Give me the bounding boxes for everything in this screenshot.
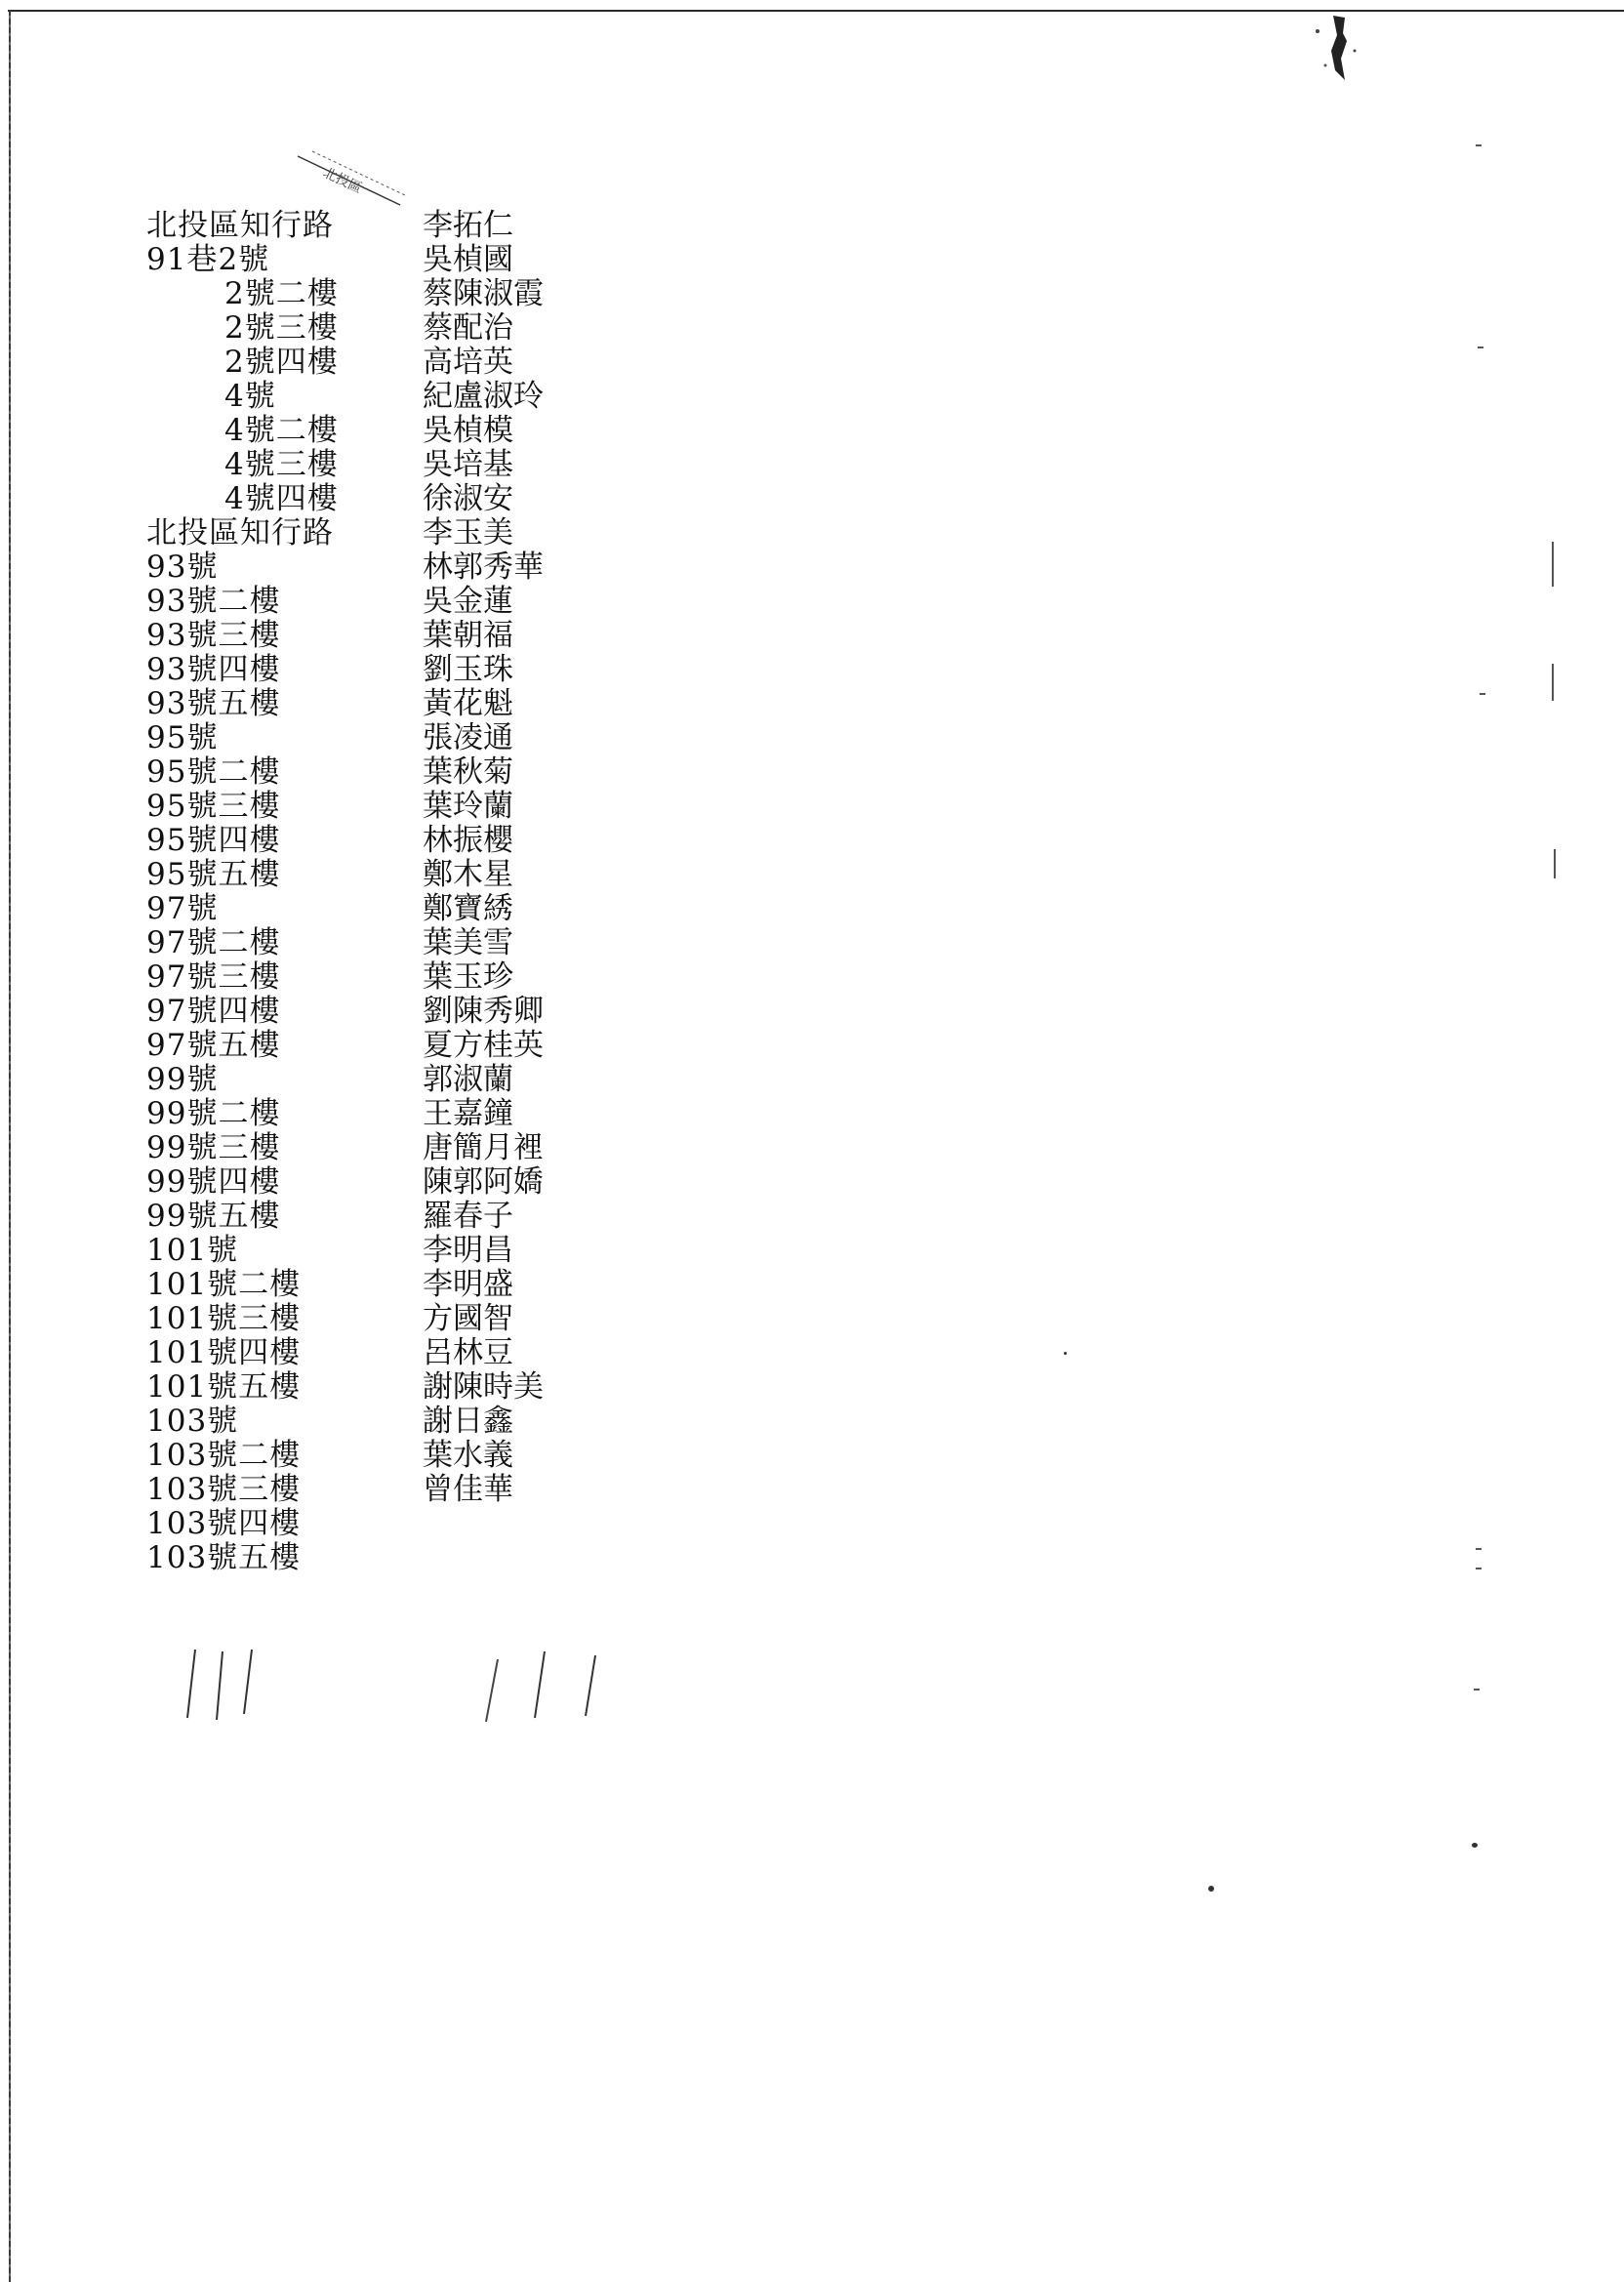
resident-name: 謝陳時美: [423, 1369, 544, 1405]
address-text: 103號三樓: [146, 1472, 302, 1507]
address-text: 91巷2號: [146, 242, 270, 277]
resident-name: 黃花魁: [423, 686, 513, 721]
address-text: 95號三樓: [146, 789, 281, 824]
address-text: 101號四樓: [146, 1335, 302, 1370]
resident-name: 李明盛: [423, 1267, 513, 1302]
scan-dash: [1478, 346, 1483, 348]
stamp-text: 北投區: [320, 165, 365, 197]
address-text: 103號五樓: [146, 1540, 302, 1575]
resident-name: 李拓仁: [423, 208, 513, 243]
list-item: [146, 687, 615, 721]
list-item: [146, 243, 615, 277]
scan-speck: [1064, 1352, 1067, 1355]
list-item: [146, 619, 615, 653]
address-text: 93號二樓: [146, 584, 281, 619]
address-text: 99號: [146, 1062, 219, 1097]
address-text: 4號四樓: [224, 481, 339, 516]
address-text: 4號: [224, 379, 276, 414]
scan-dash: [1476, 144, 1482, 146]
scan-line: [1552, 664, 1554, 701]
resident-name: 唐簡月裡: [423, 1130, 544, 1165]
resident-name: 葉秋菊: [423, 754, 513, 790]
scan-speck: [1472, 1843, 1478, 1848]
address-text: 4號二樓: [224, 413, 339, 448]
list-item: [146, 1336, 615, 1370]
list-item: [146, 448, 615, 482]
address-text: 101號: [146, 1233, 239, 1268]
address-text: 101號二樓: [146, 1267, 302, 1302]
list-item: [146, 790, 615, 824]
resident-name: 鄭木星: [423, 857, 513, 892]
scan-line: [1554, 849, 1556, 878]
address-text: 95號四樓: [146, 823, 281, 858]
list-item: [146, 516, 615, 550]
resident-name: 夏方桂英: [423, 1028, 544, 1063]
resident-name: 吳金蓮: [423, 584, 513, 619]
address-text: 103號: [146, 1404, 239, 1439]
list-item: [146, 1302, 615, 1336]
list-item: [146, 824, 615, 858]
resident-name: 郭淑蘭: [423, 1062, 513, 1097]
resident-name: 吳培基: [423, 447, 513, 482]
scan-smudge-icon: [1306, 12, 1364, 90]
resident-name: 陳郭阿嬌: [423, 1164, 544, 1200]
list-item: [146, 311, 615, 346]
list-item: [146, 585, 615, 619]
address-text: 99號四樓: [146, 1164, 281, 1200]
scan-dash: [1480, 693, 1485, 695]
list-item: [146, 209, 615, 243]
list-item: [146, 1541, 615, 1575]
address-text: 93號三樓: [146, 618, 281, 653]
address-text: 97號二樓: [146, 925, 281, 960]
list-item: [146, 1405, 615, 1439]
resident-name: 劉陳秀卿: [423, 994, 544, 1029]
list-item: [146, 414, 615, 448]
address-text: 2號二樓: [224, 276, 339, 311]
list-item: [146, 892, 615, 926]
address-text: 北投區知行路: [146, 208, 334, 243]
list-item: [146, 482, 615, 516]
address-text: 4號三樓: [224, 447, 339, 482]
scan-dash: [1476, 1568, 1482, 1569]
list-item: [146, 1029, 615, 1063]
resident-name: 葉水義: [423, 1438, 513, 1473]
resident-name: 葉玉珍: [423, 959, 513, 995]
resident-name: 曾佳華: [423, 1472, 513, 1507]
resident-name: 方國智: [423, 1301, 513, 1336]
address-text: 99號三樓: [146, 1130, 281, 1165]
address-text: 101號五樓: [146, 1369, 302, 1405]
address-text: 103號四樓: [146, 1506, 302, 1541]
resident-name: 李明昌: [423, 1233, 513, 1268]
address-text: 99號二樓: [146, 1096, 281, 1131]
address-name-list: [146, 209, 615, 1575]
resident-name: 王嘉鐘: [423, 1096, 513, 1131]
list-item: [146, 1063, 615, 1097]
resident-name: 葉美雪: [423, 925, 513, 960]
list-item: [146, 550, 615, 585]
list-item: [146, 755, 615, 790]
resident-name: 張凌通: [423, 720, 513, 755]
resident-name: 蔡配治: [423, 310, 513, 346]
list-item: [146, 960, 615, 995]
address-text: 93號: [146, 550, 219, 585]
scan-dash: [1476, 1548, 1482, 1550]
scan-dash: [1474, 1689, 1480, 1691]
resident-name: 林郭秀華: [423, 550, 544, 585]
address-text: 97號: [146, 891, 219, 926]
resident-name: 吳楨模: [423, 413, 513, 448]
address-text: 97號三樓: [146, 959, 281, 995]
list-item: [146, 277, 615, 311]
address-text: 101號三樓: [146, 1301, 302, 1336]
resident-name: 劉玉珠: [423, 652, 513, 687]
resident-name: 鄭寶綉: [423, 891, 513, 926]
address-text: 95號: [146, 720, 219, 755]
address-text: 93號五樓: [146, 686, 281, 721]
faded-stamp-mark: [293, 146, 410, 215]
resident-name: 蔡陳淑霞: [423, 276, 544, 311]
list-item: [146, 1507, 615, 1541]
address-text: 2號四樓: [224, 345, 339, 380]
list-item: [146, 346, 615, 380]
scan-speck: [1208, 1886, 1214, 1892]
address-text: 北投區知行路: [146, 515, 334, 550]
resident-name: 呂林豆: [423, 1335, 513, 1370]
list-item: [146, 1473, 615, 1507]
address-text: 97號四樓: [146, 994, 281, 1029]
list-item: [146, 1200, 615, 1234]
address-text: 103號二樓: [146, 1438, 302, 1473]
resident-name: 徐淑安: [423, 481, 513, 516]
resident-name: 吳楨國: [423, 242, 513, 277]
resident-name: 高培英: [423, 345, 513, 380]
scan-line: [1552, 542, 1554, 587]
resident-name: 謝日鑫: [423, 1404, 513, 1439]
list-item: [146, 926, 615, 960]
scan-left-edge: [9, 10, 11, 2282]
address-text: 95號五樓: [146, 857, 281, 892]
list-item: [146, 380, 615, 414]
resident-name: 李玉美: [423, 515, 513, 550]
resident-name: 林振櫻: [423, 823, 513, 858]
list-item: [146, 1234, 615, 1268]
list-item: [146, 1268, 615, 1302]
address-text: 97號五樓: [146, 1028, 281, 1063]
list-item: [146, 1439, 615, 1473]
list-item: [146, 1370, 615, 1405]
scan-top-edge: [8, 10, 1624, 12]
address-text: 99號五樓: [146, 1199, 281, 1234]
resident-name: 紀盧淑玲: [423, 379, 544, 414]
list-item: [146, 1131, 615, 1165]
handwritten-tick-marks: [176, 1640, 625, 1728]
list-item: [146, 1097, 615, 1131]
resident-name: 羅春子: [423, 1199, 513, 1234]
address-text: 2號三樓: [224, 310, 339, 346]
list-item: [146, 721, 615, 755]
list-item: [146, 995, 615, 1029]
list-item: [146, 1165, 615, 1200]
address-text: 95號二樓: [146, 754, 281, 790]
resident-name: 葉玲蘭: [423, 789, 513, 824]
list-item: [146, 653, 615, 687]
resident-name: 葉朝福: [423, 618, 513, 653]
list-item: [146, 858, 615, 892]
address-text: 93號四樓: [146, 652, 281, 687]
